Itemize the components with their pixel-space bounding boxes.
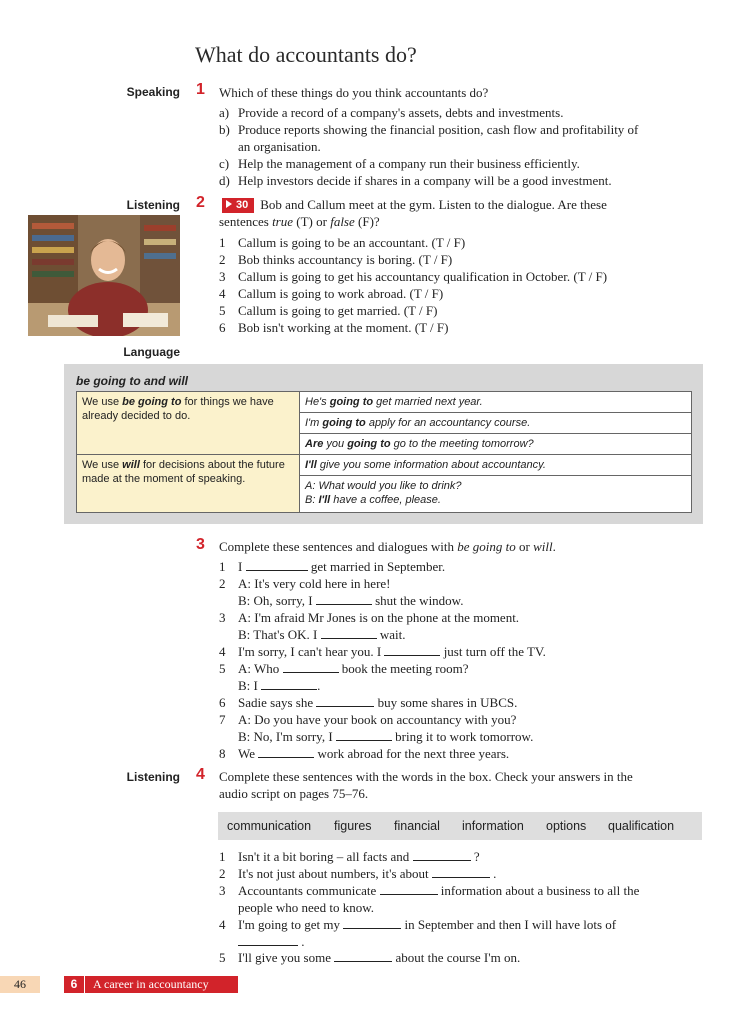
page-number: 46 [0,976,40,993]
exercise-3-intro: Complete these sentences and dialogues with be going to or will. [219,539,556,554]
word-box-item: financial [394,819,440,833]
exercise-4-line: 1 Isn't it a bit boring – all facts and ? [219,849,480,864]
exercise-3-line: 5 A: Who book the meeting room? [219,661,469,676]
exercise-3-line: 4 I'm sorry, I can't hear you. I just turn off the TV. [219,644,546,659]
grammar-example: I'll give you some information about accountancy. [300,455,692,476]
word-box-item: information [462,819,524,833]
answer-blank[interactable] [384,644,440,656]
grammar-rule-will: We use will for decisions about the future made at the moment of speaking. [77,455,300,513]
grammar-example: A: What would you like to drink? B: I'll have a coffee, please. [300,476,692,513]
exercise-4-line-cont: people who need to know. [238,900,374,915]
section-label-language: Language [123,345,180,359]
exercise-1-question: Which of these things do you think accountants do? [219,85,489,100]
exercise-3-line: 2 A: It's very cold here in here! [219,576,391,591]
answer-blank[interactable] [316,695,374,707]
exercise-3-line: 6 Sadie says she buy some shares in UBCS. [219,695,518,710]
exercise-2-intro: 30 Bob and Callum meet at the gym. Listen to the dialogue. Are these [222,197,607,214]
exercise-3-line: 7 A: Do you have your book on accountancy with you? [219,712,517,727]
answer-blank[interactable] [343,917,401,929]
section-label-speaking: Speaking [126,85,180,99]
exercise-4-intro-cont: audio script on pages 75–76. [219,786,369,801]
exercise-4-intro: Complete these sentences with the words in the box. Check your answers in the [219,769,633,784]
answer-blank[interactable] [432,866,490,878]
exercise-2-item: 6 Bob isn't working at the moment. (T / F) [219,320,449,335]
student-photo [28,215,180,336]
word-box-item: qualification [608,819,675,833]
exercise-2-item: 3 Callum is going to get his accountancy qualification in October. (T / F) [219,269,608,284]
section-label-listening-2: Listening [126,770,180,784]
student-photo-illustration [28,215,180,336]
exercise-4-line: 5 I'll give you some about the course I'm on. [219,950,521,965]
exercise-number-4: 4 [196,766,205,783]
exercise-3-line: 3 A: I'm afraid Mr Jones is on the phone at the moment. [219,610,520,625]
answer-blank[interactable] [238,934,298,946]
word-box-item: communication [227,819,312,833]
page-title: What do accountants do? [195,42,417,67]
answer-blank[interactable] [316,593,372,605]
exercise-number-2: 2 [196,194,205,211]
exercise-1-item-c: c) Help the management of a company run their business efficiently. [219,156,580,171]
unit-footer-bar: 6 A career in accountancy [64,976,238,993]
exercise-1-item-d: d) Help investors decide if shares in a company will be a good investment. [219,173,612,188]
exercise-1-item-b-cont: an organisation. [238,139,321,154]
answer-blank[interactable] [380,883,438,895]
play-icon [226,200,232,208]
answer-blank[interactable] [334,950,392,962]
word-box-item: options [546,819,587,833]
exercise-3-line: 1 I get married in September. [219,559,446,574]
exercise-1-item-b: b) Produce reports showing the financial position, cash flow and profitability of [219,122,639,137]
grammar-example: I'm going to apply for an accountancy course. [300,413,692,434]
answer-blank[interactable] [261,678,317,690]
section-label-listening: Listening [126,198,180,212]
grammar-table [76,391,692,513]
answer-blank[interactable] [321,627,377,639]
grammar-example: Are you going to go to the meeting tomorrow? [300,434,692,455]
answer-blank[interactable] [336,729,392,741]
exercise-3-line: 8 We work abroad for the next three years. [219,746,510,761]
exercise-2-item: 1 Callum is going to be an accountant. (T / F) [219,235,466,250]
exercise-2-item: 2 Bob thinks accountancy is boring. (T / F) [219,252,453,267]
answer-blank[interactable] [283,661,339,673]
audio-track-badge[interactable]: 30 [222,198,254,213]
exercise-4-line: 4 I'm going to get my in September and then I will have lots of [219,917,617,932]
grammar-example: He's going to get married next year. [300,392,692,413]
exercise-4-line: 2 It's not just about numbers, it's about . [219,866,497,881]
exercise-number-1: 1 [196,81,205,98]
exercise-2-item: 5 Callum is going to get married. (T / F) [219,303,438,318]
answer-blank[interactable] [246,559,308,571]
exercise-4-line: 3 Accountants communicate information about a business to all the [219,883,640,898]
answer-blank[interactable] [413,849,471,861]
exercise-3-line: B: Oh, sorry, I shut the window. [238,593,464,608]
exercise-3-line: B: That's OK. I wait. [238,627,406,642]
exercise-2-item: 4 Callum is going to work abroad. (T / F) [219,286,444,301]
exercise-1-item-a: a) Provide a record of a company's assets, debts and investments. [219,105,564,120]
exercise-number-3: 3 [196,536,205,553]
answer-blank[interactable] [258,746,314,758]
language-box-heading: be going to and will [76,374,188,388]
exercise-2-intro-cont: sentences true (T) or false (F)? [219,214,380,229]
exercise-4-line-cont: . [238,934,305,951]
exercise-3-line: B: No, I'm sorry, I bring it to work tomorrow. [238,729,534,744]
exercise-3-line: B: I . [238,678,321,693]
word-box-item: figures [334,819,372,833]
word-box [218,812,702,840]
grammar-rule-going-to: We use be going to for things we have already decided to do. [77,392,300,455]
